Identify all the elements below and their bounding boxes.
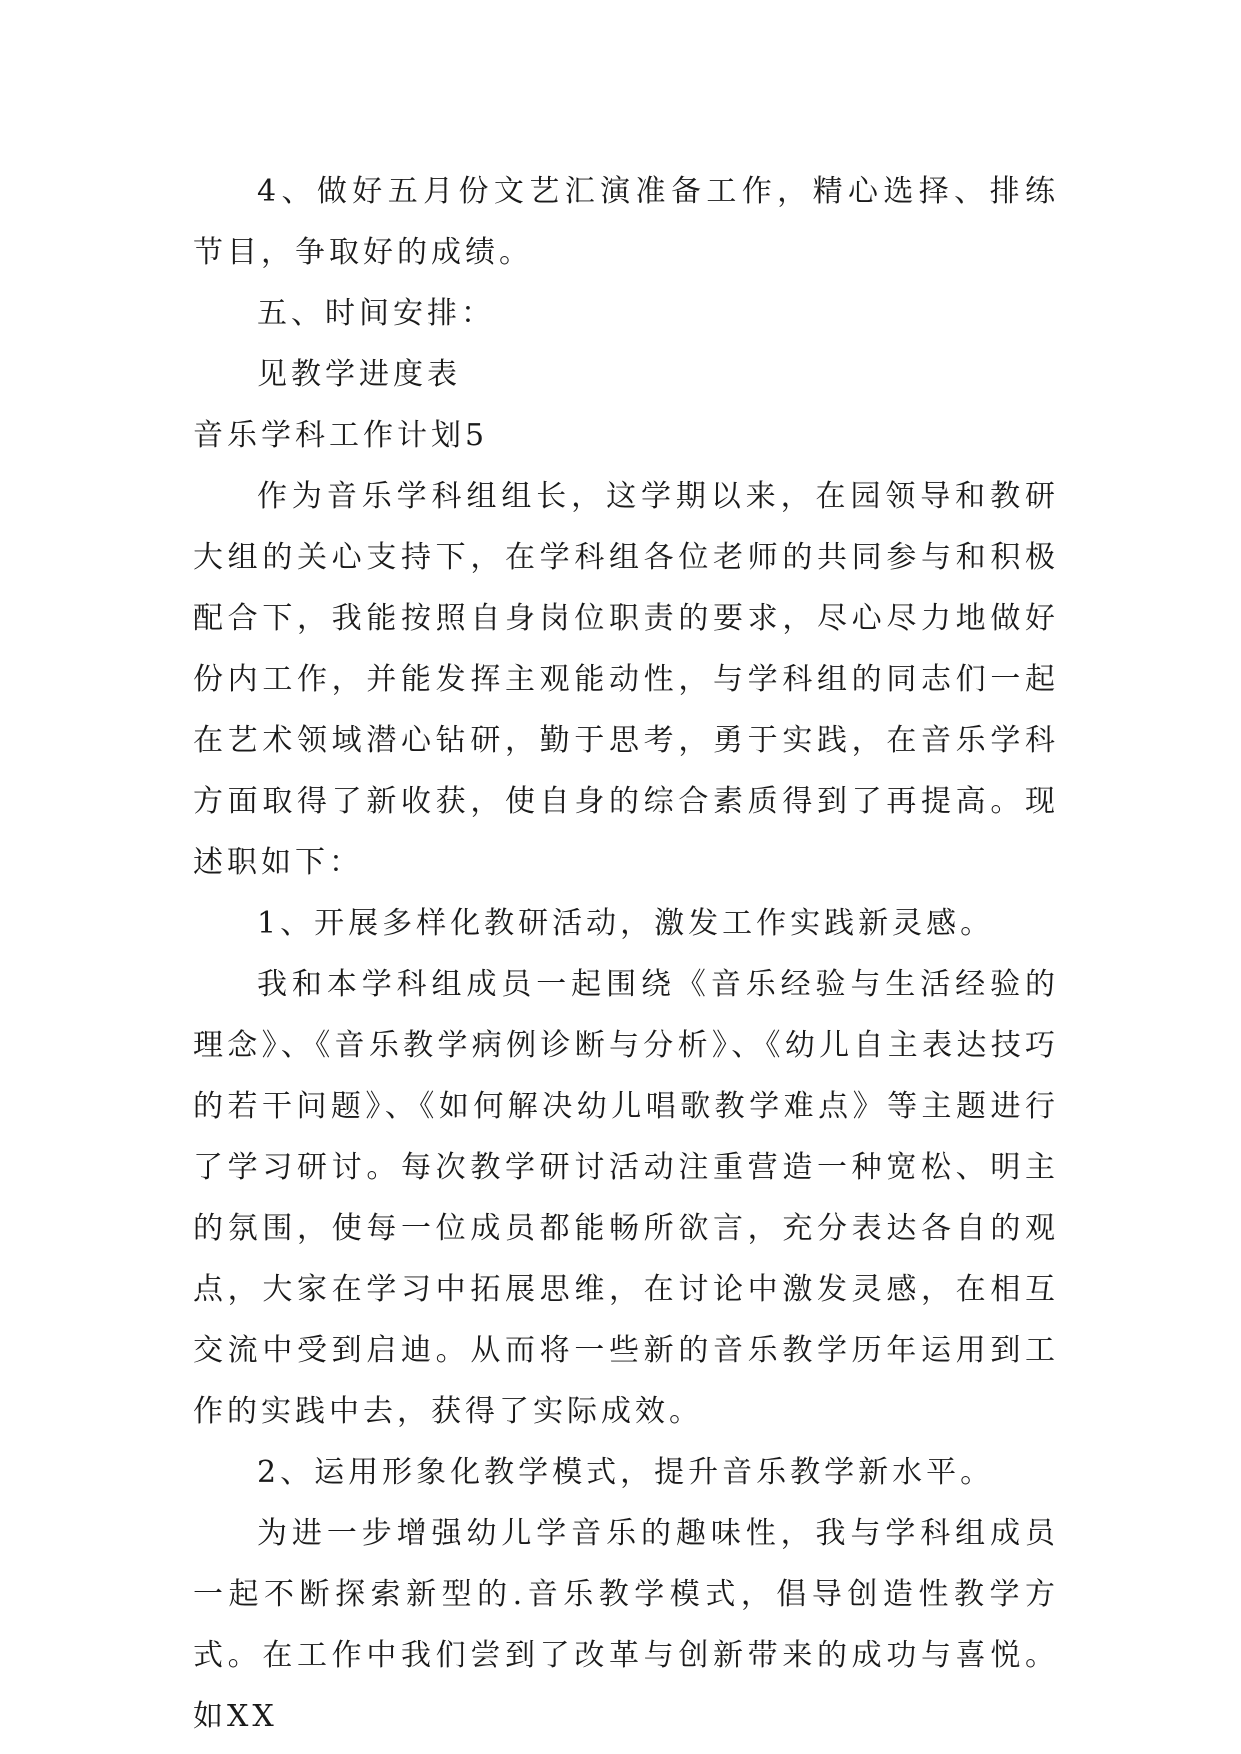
paragraph-point-2: 2、运用形象化教学模式，提升音乐教学新水平。 <box>257 1455 995 1490</box>
paragraph-point-1: 1、开展多样化教研活动，激发工作实践新灵感。 <box>257 906 995 941</box>
paragraph-intro: 作为音乐学科组组长，这学期以来，在园领导和教研大组的关心支持下，在学科组各位老师的共同参与和积极配合下，我能按照自身岗位职责的要求，尽心尽力地做好份内工作，并能发挥主观能动性，与学科组的同志们一起在艺术领域潜心钻研，勤于思考，勇于实践，在音乐学科方面取得了新收获，使自身的综合素质得到了再提高。现述职如下： <box>193 479 1059 880</box>
paragraph-point-2-detail: 为进一步增强幼儿学音乐的趣味性，我与学科组成员一起不断探索新型的.音乐教学模式，倡导创造性教学方式。在工作中我们尝到了改革与创新带来的成功与喜悦。如XX <box>193 1516 1059 1734</box>
paragraph-schedule-note: 见教学进度表 <box>257 357 461 392</box>
paragraph-point-1-detail: 我和本学科组成员一起围绕《音乐经验与生活经验的理念》、《音乐教学病例诊断与分析》、《幼儿自主表达技巧的若干问题》、《如何解决幼儿唱歌教学难点》等主题进行了学习研讨。每次教学研讨活动注重营造一种宽松、明主的氛围，使每一位成员都能畅所欲言，充分表达各自的观点，大家在学习中拓展思维，在讨论中激发灵感，在相互交流中受到启迪。从而将一些新的音乐教学历年运用到工作的实践中去，获得了实际成效。 <box>193 967 1059 1429</box>
paragraph-item-4: 4、做好五月份文艺汇演准备工作，精心选择、排练节目，争取好的成绩。 <box>193 174 1059 270</box>
section-heading-schedule: 五、时间安排： <box>257 296 495 331</box>
document-title: 音乐学科工作计划5 <box>193 418 489 453</box>
document-body <box>193 161 1059 1747</box>
